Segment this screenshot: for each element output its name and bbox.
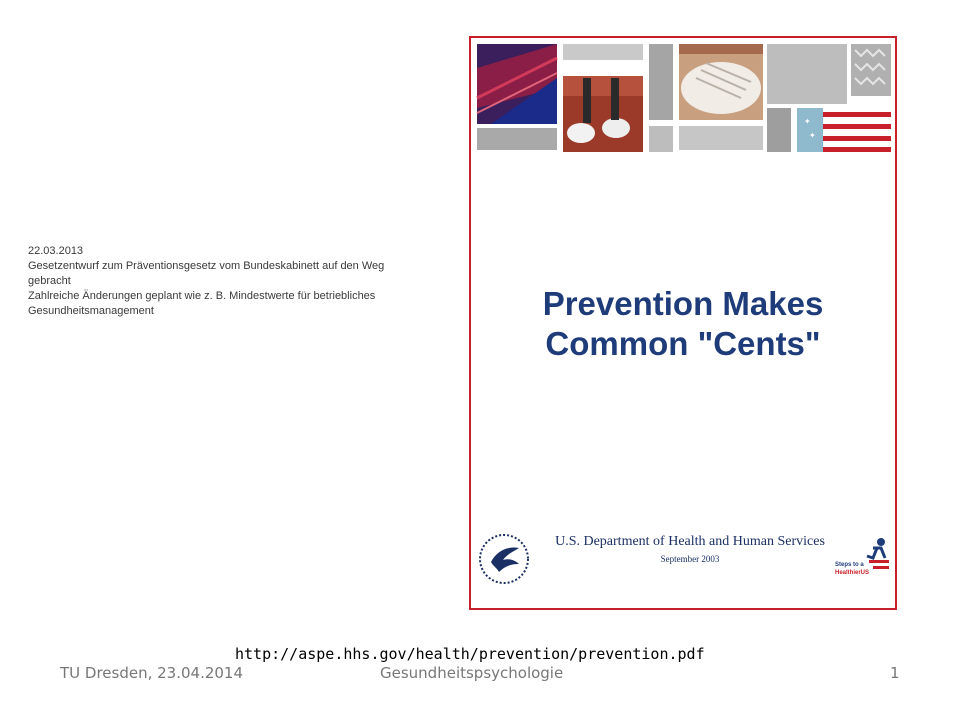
cover-title-line-2: Common "Cents"	[545, 325, 821, 362]
collage-header	[471, 38, 895, 158]
running-shoes-photo-tile	[563, 76, 643, 152]
footer-course-title: Gesundheitspsychologie	[380, 664, 564, 682]
gray-tile	[679, 126, 763, 150]
notes-date: 22.03.2013	[28, 245, 84, 257]
gray-tile	[767, 44, 847, 104]
gray-tile	[563, 44, 643, 60]
notes-line-1: Gesetzentwurf zum Präventionsgesetz vom Bundeskabinett auf den Weg gebracht	[28, 260, 385, 287]
sneaker-laces-photo-tile	[679, 44, 763, 120]
gray-tile	[477, 128, 557, 150]
pattern-tile	[649, 126, 673, 152]
report-cover-image	[469, 36, 897, 610]
source-url[interactable]: http://aspe.hhs.gov/health/prevention/prevention.pdf	[235, 645, 705, 663]
gray-tile	[649, 44, 673, 120]
cover-title-line-1: Prevention Makes	[542, 285, 824, 322]
gray-tile	[767, 108, 791, 152]
steps-logo-text	[835, 561, 883, 577]
steps-logo-line-2: HealthierUS	[835, 570, 870, 576]
speaker-notes	[28, 244, 423, 319]
steps-logo-line-1: Steps to a	[835, 562, 864, 568]
cover-title	[471, 284, 895, 364]
department-name: U.S. Department of Health and Human Services	[555, 534, 825, 549]
svg-text:✦: ✦	[804, 117, 811, 126]
svg-text:✦: ✦	[809, 131, 816, 140]
hhs-eagle-logo-icon	[477, 532, 531, 586]
footer-page-number: 1	[890, 664, 900, 682]
publication-date: September 2003	[660, 554, 720, 564]
flag-tile	[797, 108, 891, 152]
pattern-tile	[851, 44, 891, 96]
department-block	[535, 534, 845, 564]
abstract-photo-tile	[477, 44, 557, 124]
footer-institution-date: TU Dresden, 23.04.2014	[60, 664, 244, 682]
notes-line-2: Zahlreiche Änderungen geplant wie z. B. Mindestwerte für betriebliches Gesundheitsmanagement	[28, 290, 376, 317]
